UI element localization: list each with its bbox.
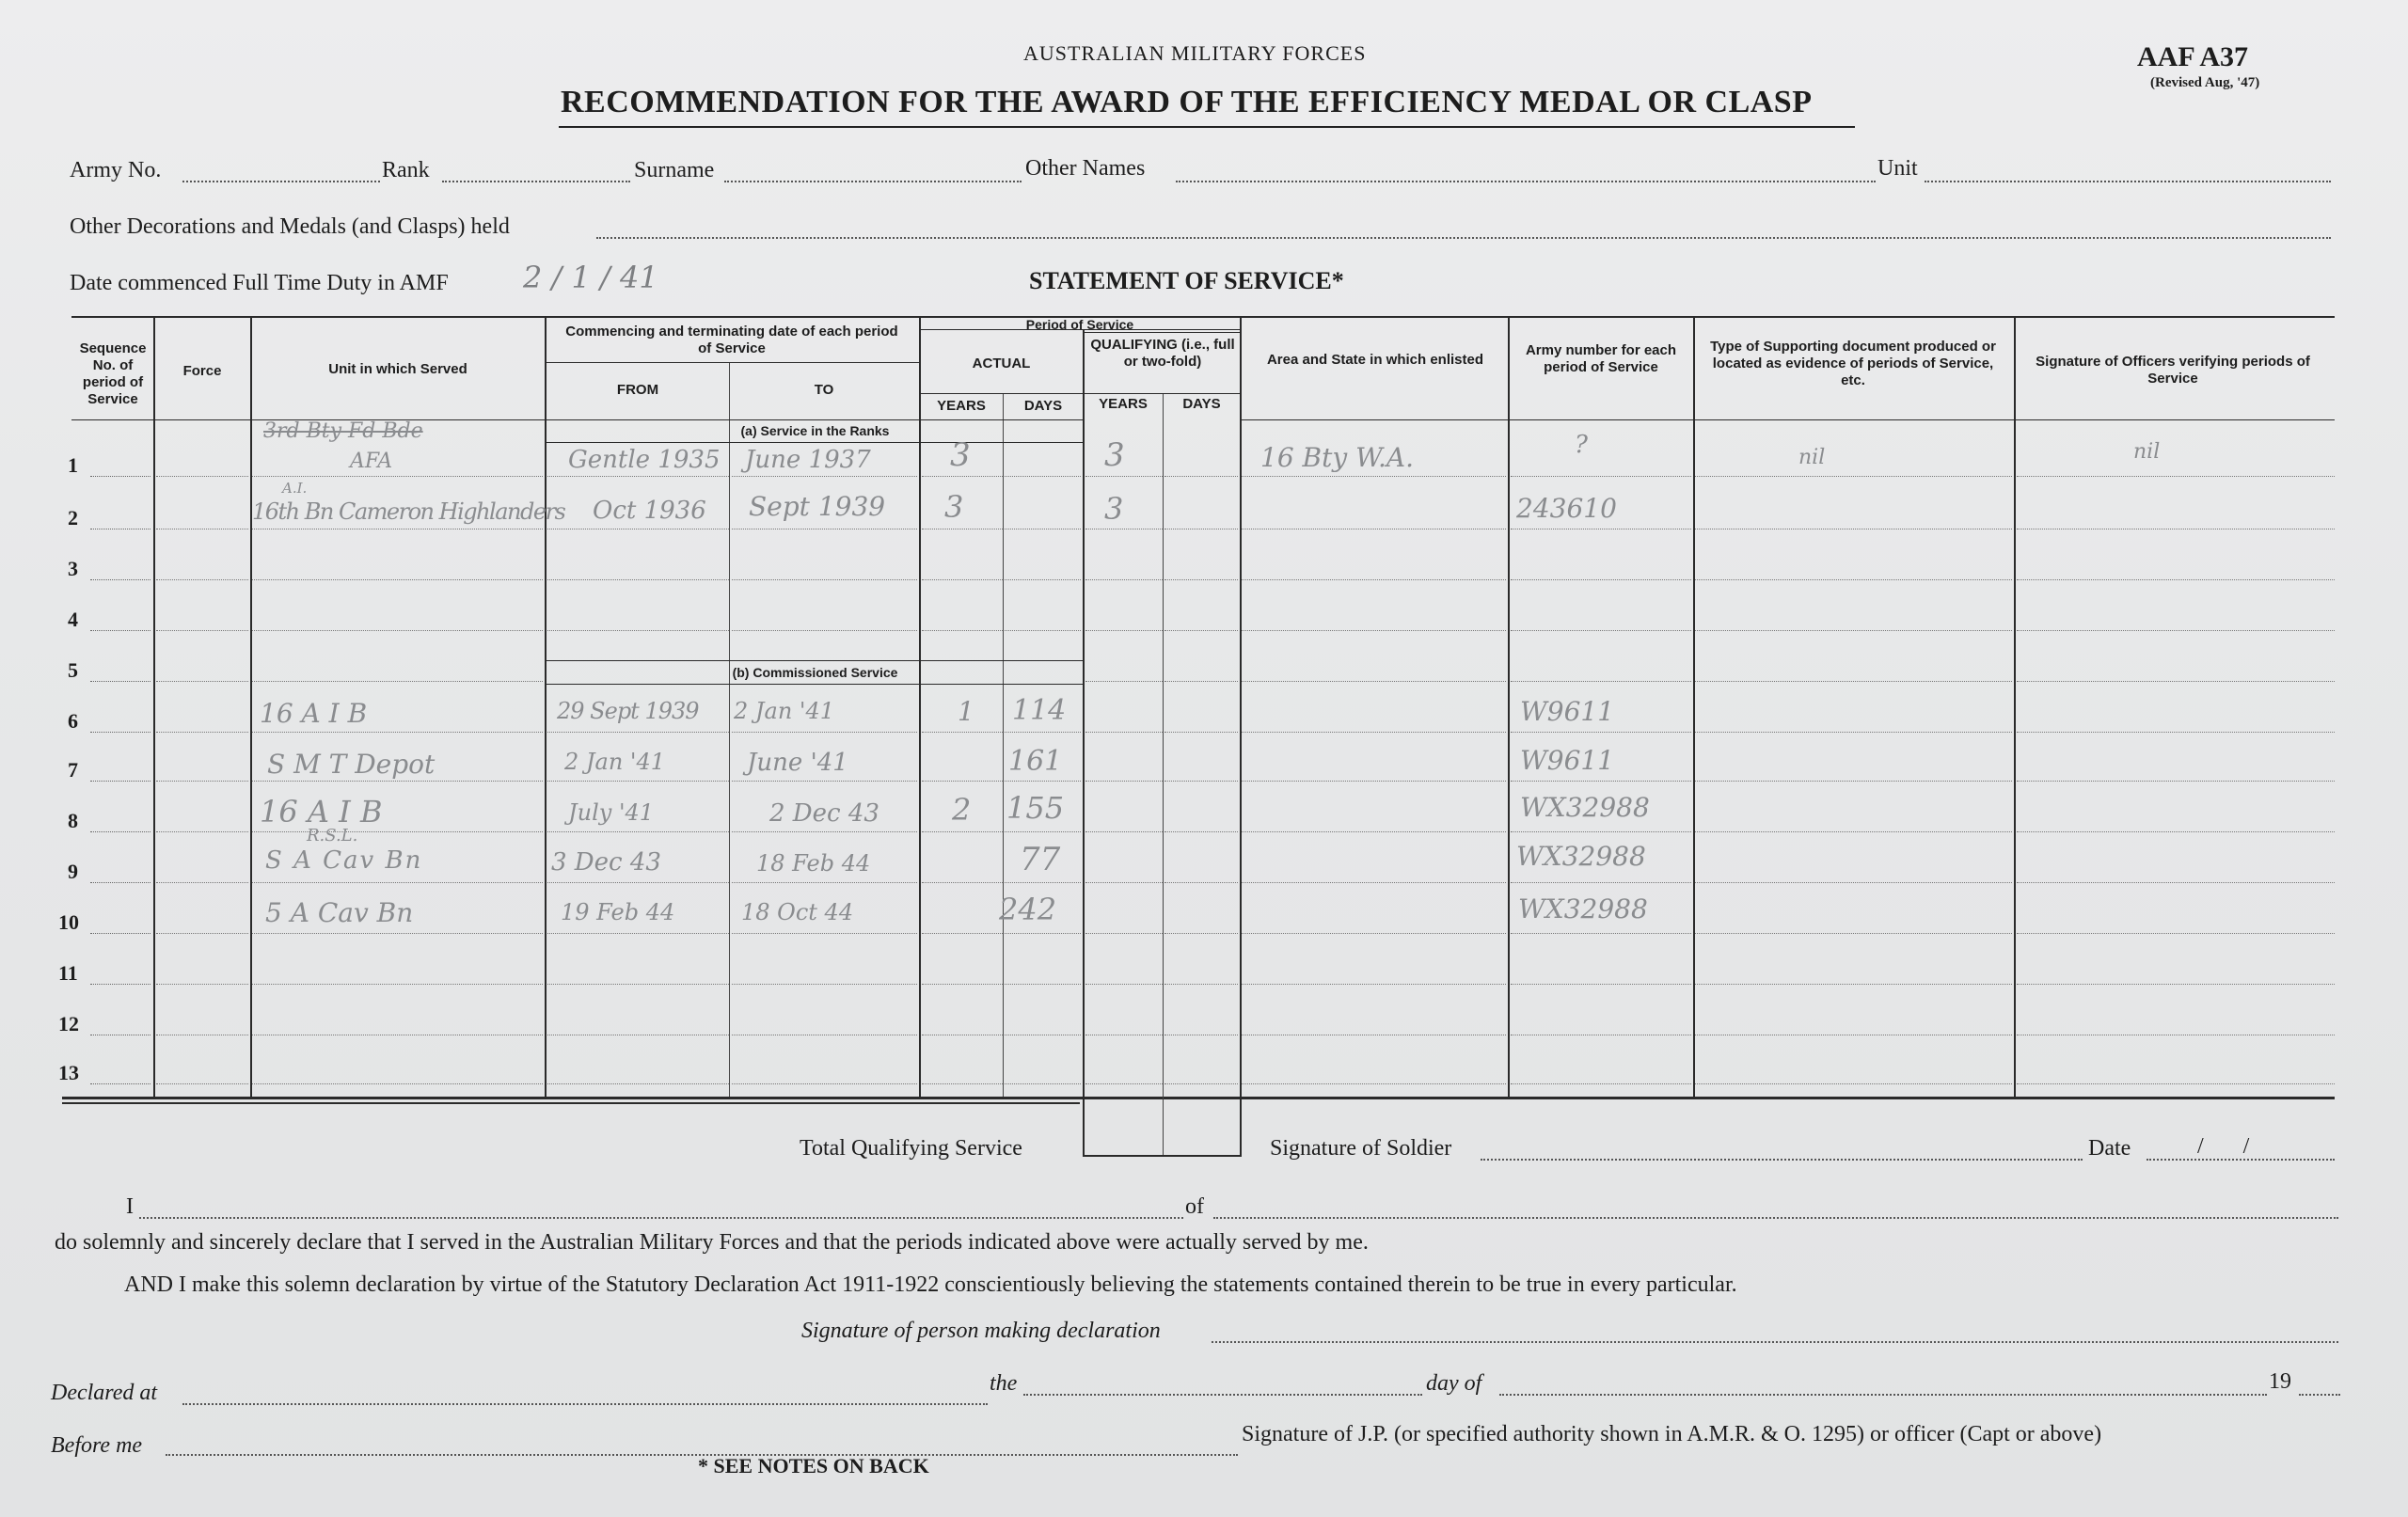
day-of-label: day of: [1426, 1371, 1482, 1396]
entry-r6-years: 1: [958, 696, 974, 727]
table-cell[interactable]: [2017, 732, 2335, 733]
entry-r9-days: 77: [1020, 841, 1061, 878]
soldier-signature-label: Signature of Soldier: [1270, 1136, 1452, 1161]
unit-label: Unit: [1877, 156, 1918, 181]
table-cell[interactable]: [156, 781, 248, 782]
table-cell[interactable]: [1085, 831, 1163, 832]
table-cell[interactable]: [1005, 476, 1081, 477]
table-cell[interactable]: [156, 1083, 248, 1084]
total-box-bottom: [1083, 1155, 1242, 1157]
table-cell[interactable]: [547, 579, 729, 580]
table-cell[interactable]: [732, 933, 917, 934]
table-cell[interactable]: [1005, 579, 1081, 580]
header-from: FROM: [616, 382, 659, 398]
table-cell[interactable]: [156, 681, 248, 682]
table-cell[interactable]: [922, 933, 1003, 934]
table-cell[interactable]: [732, 882, 917, 883]
table-cell[interactable]: [1695, 1083, 2012, 1084]
form-title: RECOMMENDATION FOR THE AWARD OF THE EFFICIENCY MEDAL OR CLASP: [561, 85, 1813, 119]
table-cell[interactable]: [1005, 732, 1081, 733]
table-cell[interactable]: [1695, 630, 2012, 631]
entry-r1-to: June 1937: [745, 446, 871, 474]
entry-r6-army-number: W9611: [1520, 696, 1615, 727]
row-number: 9: [68, 860, 78, 883]
entry-r8-to: 2 Dec 43: [769, 799, 879, 828]
row-guide-line: [90, 476, 150, 477]
entry-r7-army-number: W9611: [1520, 745, 1615, 776]
table-cell[interactable]: [1695, 933, 2012, 934]
declarant-name-field[interactable]: [139, 1217, 1183, 1219]
table-cell[interactable]: [1085, 681, 1163, 682]
table-cell[interactable]: [1695, 476, 2012, 477]
form-revision: (Revised Aug, '47): [2150, 75, 2260, 90]
table-cell[interactable]: [547, 933, 729, 934]
commissioned-section-top: [545, 660, 1084, 661]
entry-r1-area: 16 Bty W.A.: [1260, 442, 1414, 473]
day-field[interactable]: [1023, 1394, 1422, 1396]
table-cell[interactable]: [156, 882, 248, 883]
entry-r2-to: Sept 1939: [749, 491, 886, 522]
table-cell[interactable]: [1164, 732, 1238, 733]
table-cell[interactable]: [1242, 933, 1506, 934]
col-rule-9: [1240, 316, 1242, 1157]
table-cell[interactable]: [1511, 732, 1691, 733]
table-cell[interactable]: [922, 476, 1003, 477]
statement-heading: STATEMENT OF SERVICE*: [1029, 267, 1344, 294]
entry-r9-unit-note: R.S.L.: [307, 826, 358, 845]
table-cell[interactable]: [922, 579, 1003, 580]
the-label: the: [990, 1371, 1018, 1396]
table-cell[interactable]: [1085, 732, 1163, 733]
table-cell[interactable]: [1085, 933, 1163, 934]
entry-r1-qyears: 3: [1104, 436, 1125, 474]
table-cell[interactable]: [1242, 732, 1506, 733]
surname-label: Surname: [634, 158, 715, 182]
header-doc-type: Type of Supporting document produced or located as evidence of periods of Service, etc.: [1710, 339, 1996, 388]
date-commenced-value: 2 / 1 / 41: [523, 260, 658, 295]
table-bottom-rule-2: [62, 1102, 1080, 1104]
table-cell[interactable]: [2017, 831, 2335, 832]
entry-r9-from: 3 Dec 43: [551, 848, 661, 877]
table-cell[interactable]: [1511, 781, 1691, 782]
table-cell[interactable]: [922, 630, 1003, 631]
notes-on-back: * SEE NOTES ON BACK: [698, 1454, 929, 1477]
table-cell[interactable]: [2017, 1083, 2335, 1084]
row-guide-line: [90, 831, 150, 832]
table-cell[interactable]: [1511, 933, 1691, 934]
other-names-label: Other Names: [1025, 156, 1146, 181]
row-number: 3: [68, 557, 78, 580]
entry-r6-from: 29 Sept 1939: [557, 698, 699, 724]
table-cell[interactable]: [2017, 476, 2335, 477]
header-force: Force: [182, 363, 222, 379]
table-cell[interactable]: [156, 476, 248, 477]
table-cell[interactable]: [1242, 882, 1506, 883]
row-number: 12: [58, 1012, 79, 1035]
table-cell[interactable]: [156, 630, 248, 631]
entry-r9-unit: S A Cav Bn: [265, 846, 423, 875]
row-number: 2: [68, 506, 78, 529]
declaration-text-1: do solemnly and sincerely declare that I served in the Australian Military Forces and that the periods indicated above were actually served by me.: [55, 1230, 1369, 1255]
table-cell[interactable]: [1085, 781, 1163, 782]
table-cell[interactable]: [252, 732, 543, 733]
entry-r6-days: 114: [1012, 694, 1067, 727]
table-cell[interactable]: [156, 732, 248, 733]
commissioned-section-bottom: [545, 684, 1084, 685]
table-cell[interactable]: [1242, 681, 1506, 682]
table-cell[interactable]: [1164, 933, 1238, 934]
entry-r7-from: 2 Jan '41: [564, 749, 666, 775]
entry-r2-from: Oct 1936: [593, 497, 706, 525]
table-cell[interactable]: [1085, 882, 1163, 883]
table-cell[interactable]: [922, 1083, 1003, 1084]
table-cell[interactable]: [1005, 882, 1081, 883]
header-actual: ACTUAL: [972, 356, 1031, 371]
dates-header-rule: [545, 362, 919, 363]
entry-r1-army-number: ?: [1575, 431, 1588, 459]
table-cell[interactable]: [252, 781, 543, 782]
person-signature-label: Signature of person making declaration: [801, 1319, 1161, 1343]
entry-r2-army-number: 243610: [1516, 493, 1617, 524]
entry-r10-army-number: WX32988: [1518, 893, 1648, 924]
row-guide-line: [90, 732, 150, 733]
header-unit: Unit in which Served: [328, 361, 467, 377]
table-cell[interactable]: [1242, 476, 1506, 477]
entry-r7-to: June '41: [747, 749, 848, 777]
table-cell[interactable]: [1085, 476, 1163, 477]
col-rule-12: [2014, 316, 2016, 1097]
entry-r2-years: 3: [944, 489, 964, 525]
table-cell[interactable]: [156, 984, 248, 985]
table-cell[interactable]: [732, 831, 917, 832]
table-cell[interactable]: [1695, 984, 2012, 985]
table-cell[interactable]: [252, 1083, 543, 1084]
entry-r7-unit: S M T Depot: [267, 749, 436, 780]
entry-r0-unit: 3rd Bty Fd Bde: [263, 419, 423, 443]
other-decorations-label: Other Decorations and Medals (and Clasps) held: [70, 214, 510, 239]
table-cell[interactable]: [922, 781, 1003, 782]
table-cell[interactable]: [156, 831, 248, 832]
table-cell[interactable]: [1242, 1083, 1506, 1084]
entry-r8-unit: 16 A I B: [260, 794, 383, 830]
header-signature: Signature of Officers verifying periods of Service: [2036, 354, 2310, 387]
table-cell[interactable]: [732, 984, 917, 985]
year-prefix-label: 19: [2269, 1369, 2291, 1394]
header-qual-years: YEARS: [1099, 396, 1148, 412]
year-field[interactable]: [2299, 1394, 2340, 1396]
table-cell[interactable]: [2017, 630, 2335, 631]
entry-r8-days: 155: [1006, 790, 1065, 826]
entry-r6-unit: 16 A I B: [260, 698, 368, 729]
table-cell[interactable]: [547, 732, 729, 733]
table-cell[interactable]: [1005, 933, 1081, 934]
table-cell[interactable]: [2017, 681, 2335, 682]
row-number: 13: [58, 1061, 79, 1084]
entry-r9-army-number: WX32988: [1516, 841, 1646, 872]
unit-field[interactable]: [1925, 181, 2331, 182]
row-number: 10: [58, 910, 79, 934]
table-cell[interactable]: [1511, 1083, 1691, 1084]
table-cell[interactable]: [1511, 831, 1691, 832]
table-cell[interactable]: [1005, 1083, 1081, 1084]
header-area: Area and State in which enlisted: [1266, 352, 1484, 368]
army-no-field[interactable]: [182, 181, 380, 182]
table-cell[interactable]: [1242, 579, 1506, 580]
table-cell[interactable]: [1695, 831, 2012, 832]
date-slashes: / /: [2197, 1134, 2250, 1159]
before-me-label: Before me: [51, 1433, 143, 1458]
rank-label: Rank: [382, 158, 430, 182]
org-name: AUSTRALIAN MILITARY FORCES: [1023, 41, 1367, 65]
table-cell[interactable]: [1164, 831, 1238, 832]
table-cell[interactable]: [1695, 781, 2012, 782]
table-cell[interactable]: [252, 933, 543, 934]
table-cell[interactable]: [922, 732, 1003, 733]
total-qualifying-label: Total Qualifying Service: [800, 1136, 1022, 1161]
col-rule-6: [1003, 393, 1004, 1097]
table-cell[interactable]: [1242, 781, 1506, 782]
entry-r8-from: July '41: [568, 799, 655, 826]
entry-r10-unit: 5 A Cav Bn: [265, 897, 414, 928]
title-underline: [559, 126, 1855, 128]
table-cell[interactable]: [1511, 681, 1691, 682]
table-cell[interactable]: [1511, 476, 1691, 477]
header-actual-years: YEARS: [937, 398, 986, 414]
table-cell[interactable]: [252, 882, 543, 883]
declarant-address-field[interactable]: [1213, 1217, 2338, 1219]
col-rule-2: [250, 316, 252, 1097]
col-rule-10: [1508, 316, 1510, 1097]
row-number: 7: [68, 758, 78, 782]
other-decorations-field[interactable]: [596, 237, 2331, 239]
table-cell[interactable]: [547, 476, 729, 477]
table-cell[interactable]: [1085, 1083, 1163, 1084]
table-cell[interactable]: [1695, 882, 2012, 883]
declared-at-label: Declared at: [51, 1381, 158, 1405]
row-guide-line: [90, 984, 150, 985]
row-number: 5: [68, 658, 78, 682]
table-cell[interactable]: [732, 579, 917, 580]
row-number: 11: [58, 961, 78, 985]
table-cell[interactable]: [2017, 579, 2335, 580]
table-cell[interactable]: [1164, 1083, 1238, 1084]
row-number: 1: [68, 453, 78, 477]
date-commenced-label: Date commenced Full Time Duty in AMF: [70, 271, 449, 295]
form-code: AAF A37: [2137, 41, 2249, 72]
month-field[interactable]: [1499, 1394, 2267, 1396]
rank-field[interactable]: [442, 181, 630, 182]
table-cell[interactable]: [732, 1083, 917, 1084]
person-signature-field[interactable]: [1212, 1341, 2338, 1343]
table-cell[interactable]: [156, 933, 248, 934]
table-cell[interactable]: [922, 984, 1003, 985]
table-cell[interactable]: [1164, 579, 1238, 580]
header-army-number: Army number for each period of Service: [1525, 342, 1677, 375]
declarant-of-label: of: [1185, 1194, 1204, 1219]
table-cell[interactable]: [1511, 984, 1691, 985]
commissioned-section-label: (b) Commissioned Service: [732, 665, 898, 680]
table-cell[interactable]: [1005, 781, 1081, 782]
declaration-text-2: AND I make this solemn declaration by virtue of the Statutory Declaration Act 1911-1922 conscientiously believing the statements contained therein to be true in every particular.: [124, 1272, 1737, 1297]
table-cell[interactable]: [1085, 630, 1163, 631]
header-qual-days: DAYS: [1182, 396, 1221, 412]
actual-header-rule: [919, 393, 1240, 394]
table-cell[interactable]: [252, 984, 543, 985]
table-cell[interactable]: [547, 781, 729, 782]
table-cell[interactable]: [252, 630, 543, 631]
table-cell[interactable]: [732, 732, 917, 733]
surname-field[interactable]: [724, 181, 1022, 182]
col-rule-1: [153, 316, 155, 1097]
table-cell[interactable]: [252, 681, 543, 682]
table-cell[interactable]: [1005, 831, 1081, 832]
col-rule-11: [1693, 316, 1695, 1097]
table-cell[interactable]: [1511, 630, 1691, 631]
row-guide-line: [90, 630, 150, 631]
entry-r6-to: 2 Jan '41: [734, 698, 835, 724]
table-cell[interactable]: [1085, 984, 1163, 985]
table-cell[interactable]: [156, 579, 248, 580]
table-cell[interactable]: [1164, 882, 1238, 883]
table-cell[interactable]: [1164, 630, 1238, 631]
other-names-field[interactable]: [1176, 181, 1876, 182]
header-period: Period of Service: [1025, 317, 1134, 332]
date-label: Date: [2088, 1136, 2131, 1161]
entry-r10-days: 242: [999, 892, 1057, 927]
table-bottom-rule: [62, 1097, 2335, 1099]
ranks-section-top: [545, 419, 1084, 420]
header-actual-days: DAYS: [1023, 398, 1063, 414]
header-dates: Commencing and terminating date of each period of Service: [565, 324, 898, 356]
table-cell[interactable]: [1695, 579, 2012, 580]
col-rule-7: [1083, 329, 1085, 1157]
entry-r2-unit-note: A.I.: [282, 480, 308, 497]
table-cell[interactable]: [922, 882, 1003, 883]
entry-r7-days: 161: [1008, 745, 1063, 778]
row-guide-line: [90, 882, 150, 883]
entry-r10-from: 19 Feb 44: [561, 899, 675, 925]
table-cell[interactable]: [732, 476, 917, 477]
entry-r1-doc: nil: [1798, 446, 1826, 469]
row-number: 8: [68, 809, 78, 832]
row-guide-line: [90, 781, 150, 782]
table-cell[interactable]: [732, 781, 917, 782]
table-cell[interactable]: [547, 831, 729, 832]
entry-r8-years: 2: [952, 792, 972, 828]
table-cell[interactable]: [1164, 984, 1238, 985]
table-cell[interactable]: [2017, 882, 2335, 883]
table-cell[interactable]: [1242, 984, 1506, 985]
table-cell[interactable]: [252, 579, 543, 580]
header-to: TO: [814, 382, 834, 398]
header-sequence: Sequence No. of period of Service: [79, 340, 147, 407]
declarant-i-label: I: [126, 1194, 134, 1219]
table-cell[interactable]: [1164, 681, 1238, 682]
table-cell[interactable]: [2017, 984, 2335, 985]
entry-r2-unit: 16th Bn Cameron Highlanders: [252, 498, 565, 525]
table-cell[interactable]: [1242, 831, 1506, 832]
table-cell[interactable]: [922, 831, 1003, 832]
header-bottom-right: [1240, 419, 2335, 420]
entry-r9-to: 18 Feb 44: [756, 850, 871, 877]
col-rule-4: [729, 362, 730, 1097]
table-cell[interactable]: [1242, 630, 1506, 631]
table-cell[interactable]: [252, 476, 543, 477]
row-guide-line: [90, 1083, 150, 1084]
row-guide-line: [90, 933, 150, 934]
table-cell[interactable]: [1164, 781, 1238, 782]
table-cell[interactable]: [1695, 732, 2012, 733]
table-cell[interactable]: [1164, 476, 1238, 477]
table-cell[interactable]: [252, 831, 543, 832]
table-cell[interactable]: [1085, 579, 1163, 580]
table-cell[interactable]: [547, 630, 729, 631]
table-cell[interactable]: [1005, 984, 1081, 985]
row-guide-line: [90, 681, 150, 682]
ranks-section-label: (a) Service in the Ranks: [740, 423, 890, 438]
table-cell[interactable]: [547, 1083, 729, 1084]
soldier-signature-field[interactable]: [1481, 1159, 2083, 1161]
declared-at-field[interactable]: [182, 1403, 988, 1405]
table-cell[interactable]: [2017, 781, 2335, 782]
table-cell[interactable]: [1695, 681, 2012, 682]
jp-signature-label: Signature of J.P. (or specified authority shown in A.M.R. & O. 1295) or officer (Capt or above): [1242, 1422, 2102, 1446]
table-cell[interactable]: [1511, 579, 1691, 580]
table-cell[interactable]: [547, 882, 729, 883]
table-cell[interactable]: [2017, 933, 2335, 934]
col-rule-8: [1163, 393, 1164, 1157]
table-cell[interactable]: [547, 984, 729, 985]
entry-r2-qyears: 3: [1104, 491, 1124, 527]
row-number: 4: [68, 608, 78, 631]
army-no-label: Army No.: [70, 158, 162, 182]
entry-r1-years: 3: [950, 436, 971, 474]
entry-r10-to: 18 Oct 44: [741, 899, 854, 925]
header-qualifying: QUALIFYING (i.e., full or two-fold): [1090, 337, 1235, 370]
entry-r1-signature: nil: [2133, 440, 2161, 464]
row-guide-line: [90, 579, 150, 580]
ranks-section-bottom: [545, 442, 1084, 443]
entry-r1-unit: AFA: [350, 450, 393, 473]
entry-r8-army-number: WX32988: [1520, 792, 1650, 823]
table-cell[interactable]: [1005, 630, 1081, 631]
row-number: 6: [68, 709, 78, 733]
table-cell[interactable]: [732, 630, 917, 631]
entry-r1-from: Gentle 1935: [568, 446, 721, 474]
table-cell[interactable]: [1511, 882, 1691, 883]
